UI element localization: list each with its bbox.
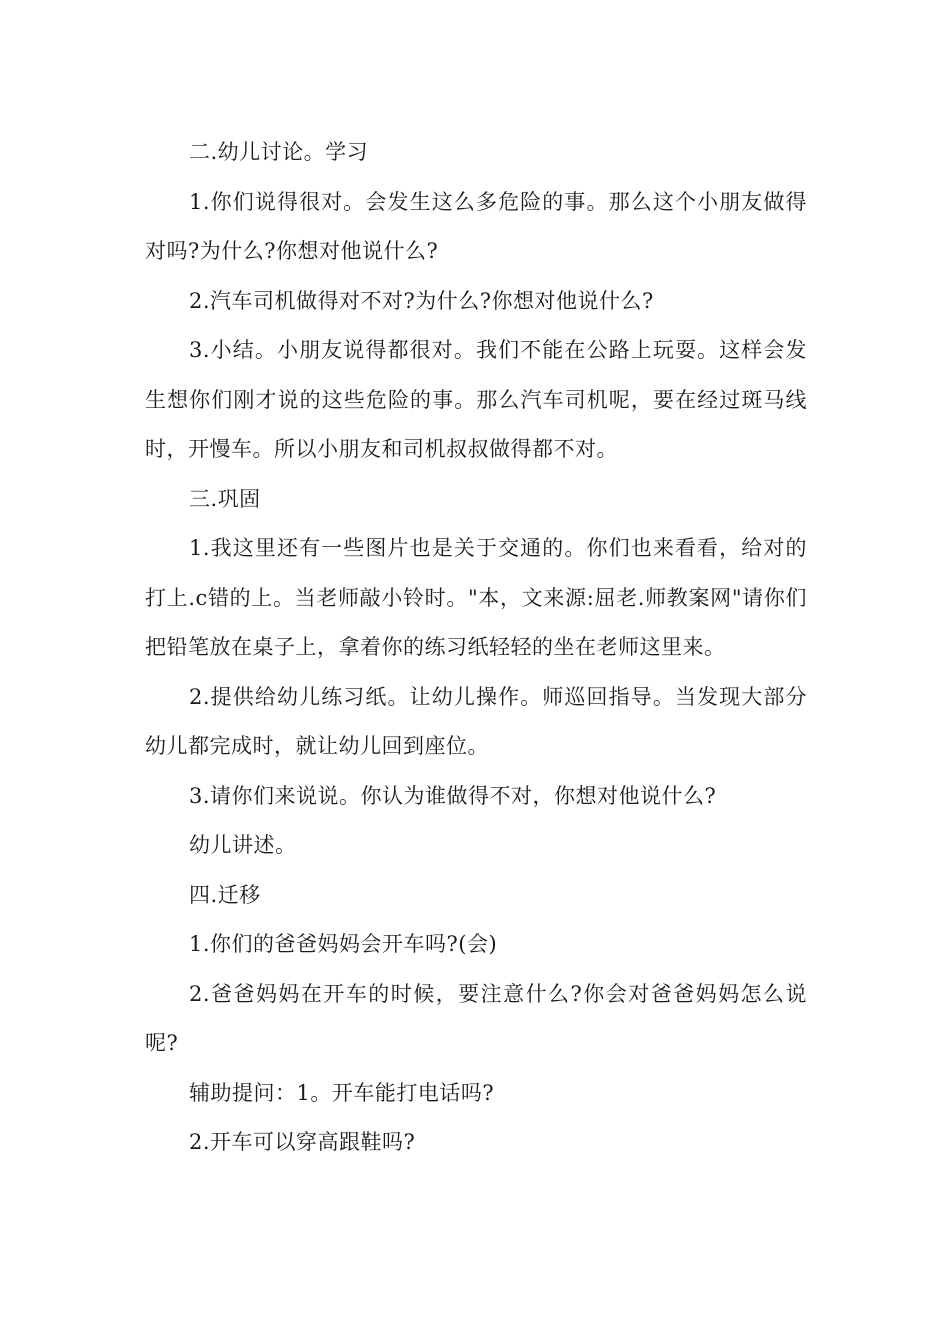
paragraph: 2.爸爸妈妈在开车的时候，要注意什么?你会对爸爸妈妈怎么说呢? [145,981,807,1055]
document-body [145,128,807,1168]
paragraph: 幼儿讲述。 [189,833,297,857]
paragraph: 1.你们的爸爸妈妈会开车吗?(会) [189,932,498,956]
section-heading-transfer: 四.迁移 [189,882,261,907]
section-heading-discussion: 二.幼儿讨论。学习 [189,140,369,164]
paragraph: 2.汽车司机做得对不对?为什么?你想对他说什么? [189,288,654,313]
paragraph: 3.小结。小朋友说得都很对。我们不能在公路上玩耍。这样会发生想你们刚才说的这些危险的事。那么汽车司机呢，要在经过斑马线时，开慢车。所以小朋友和司机叔叔做得都不对。 [145,338,807,461]
paragraph: 3.请你们来说说。你认为谁做得不对，你想对他说什么? [189,783,717,808]
paragraph: 辅助提问：1。开车能打电话吗? [189,1080,495,1105]
paragraph: 2.开车可以穿高跟鞋吗? [189,1130,416,1154]
section-heading-consolidate: 三.巩固 [189,486,261,511]
paragraph: 1.你们说得很对。会发生这么多危险的事。那么这个小朋友做得对吗?为什么?你想对他说什么? [145,189,807,263]
paragraph: 2.提供给幼儿练习纸。让幼儿操作。师巡回指导。当发现大部分幼儿都完成时，就让幼儿回到座位。 [145,684,807,758]
paragraph: 1.我这里还有一些图片也是关于交通的。你们也来看看，给对的打上.c错的上。当老师敲小铃时。"本，文来源:屈老.师教案网"请你们把铅笔放在桌子上，拿着你的练习纸轻轻的坐在老师这里来。 [145,536,807,659]
